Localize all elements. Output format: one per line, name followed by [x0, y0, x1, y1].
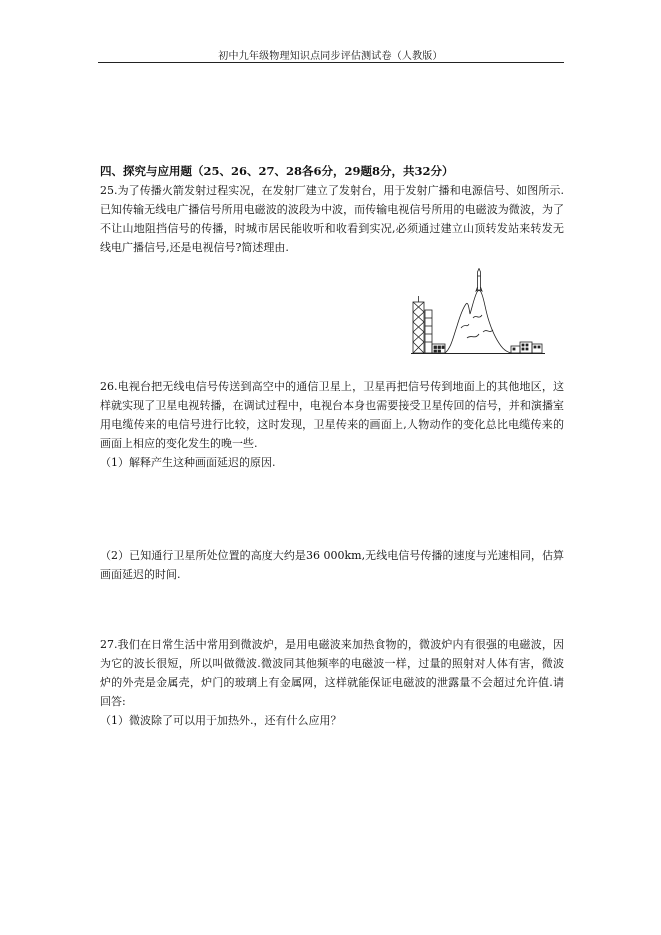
question-27-sub1: （1）微波除了可以用于加热外.，还有什么应用？: [100, 714, 342, 727]
rocket-launch-figure: [403, 268, 553, 356]
right-buildings: [511, 342, 542, 353]
section-title: 四、探究与应用题（25、26、27、28各6分，29题8分，共32分）: [100, 164, 454, 178]
second-building: [425, 310, 432, 353]
low-building-left: [432, 344, 445, 353]
question-26: [100, 377, 564, 472]
rocket-icon: [476, 269, 482, 292]
question-26-text: 26.电视台把无线电信号传送到高空中的通信卫星上，卫星再把信号传到地面上的其他地区，这样就实现了卫星电视转播，在调试过程中，电视台本身也需要接受卫星传回的信号，并和演播室用电缆传来的电信号进行比较，这时发现，卫星传来的画面上,人物动作的变化总比电缆传来的画面上相应的变化发生的晚一些.: [100, 380, 564, 450]
question-25: [100, 181, 564, 257]
question-27: [100, 635, 564, 730]
question-26-sub2-block: [100, 546, 564, 584]
mountain-outline: [445, 291, 511, 354]
question-26-sub2: （2）已知通行卫星所处位置的高度大约是36 000km,无线电信号传播的速度与光速相同，估算画面延迟的时间.: [100, 549, 564, 581]
question-26-sub1: （1）解释产生这种画面延迟的原因.: [100, 456, 276, 469]
question-25-text: 25.为了传播火箭发射过程实况，在发射厂建立了发射台，用于发射广播和电源信号、如图所示.已知传输无线电广播信号所用电磁波的波段为中波，而传输电视信号所用的电磁波为微波，为了不让山地阻挡信号的传播，时城市居民能收听和收看到实况,必须通过建立山顶转发站来转发无线电广播信号,还是电视信号?简述理由.: [100, 184, 564, 254]
page-header: 初中九年级物理知识点同步评估测试卷（人教版）: [218, 51, 443, 62]
left-tower-building: [413, 296, 424, 353]
header-divider: [98, 62, 564, 63]
question-27-text: 27.我们在日常生活中常用到微波炉，是用电磁波来加热食物的，微波炉内有很强的电磁波，因为它的波长很短，所以叫做微波.微波同其他频率的电磁波一样，过量的照射对人体有害，微波炉的外壳是金属壳，炉门的玻璃上有金属网，这样就能保证电磁波的泄露量不会超过允许值.请回答:: [100, 638, 564, 708]
